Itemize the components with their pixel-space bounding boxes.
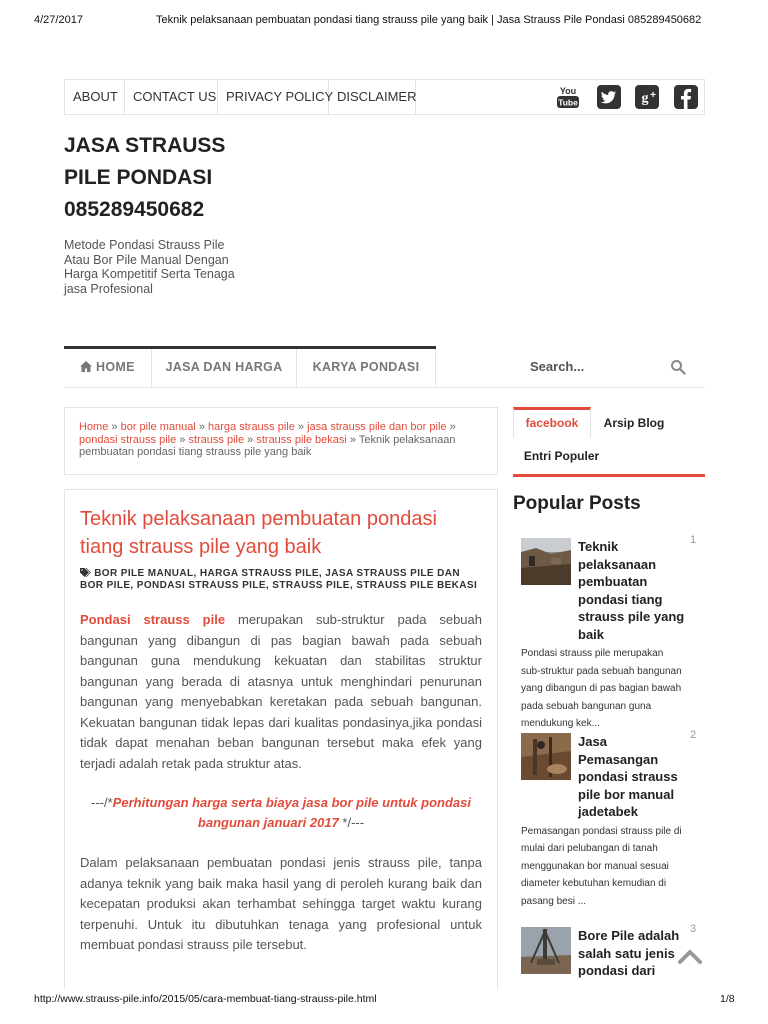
breadcrumb-home[interactable]: Home <box>79 421 109 433</box>
breadcrumb-jasa-strauss-pile[interactable]: jasa strauss pile dan bor pile <box>307 421 447 433</box>
top-nav <box>64 79 705 115</box>
breadcrumb-strauss-pile-bekasi[interactable]: strauss pile bekasi <box>256 433 347 446</box>
popular-post-2-thumbnail[interactable] <box>521 733 571 780</box>
popular-post-2-number: 2 <box>690 729 697 741</box>
promo-suffix: */--- <box>338 815 365 830</box>
tab-home-label: HOME <box>96 360 135 374</box>
twitter-icon[interactable] <box>596 84 622 110</box>
site-title[interactable]: JASA STRAUSS PILE PONDASI 085289450682 <box>64 134 226 221</box>
popular-post-3-thumbnail[interactable] <box>521 927 571 974</box>
tab-karya-pondasi[interactable]: KARYA PONDASI <box>297 349 436 388</box>
post-paragraph-1-text: merupakan sub-struktur pada sebuah bangunan yang dibangun di pas bagian bawah pada sebuah bangunan guna mendukung kekuatan dan stabilitas struktur bangunan yang berada di atasnya untuk menghindari penurunan bangunan yang menyebabkan keretakan pada sebuah bangunan. Kekuatan bangunan tidak lepas dari kualitas pondasinya,jika pondasi tidak dapat menahan beban bangunan tersebut maka efek yang terjadi adalah retak pada struktur atas. <box>80 612 482 771</box>
breadcrumb-current: Teknik pelaksanaan pembuatan pondasi tiang strauss pile yang baik <box>79 433 456 458</box>
chevron-up-icon[interactable] <box>678 948 702 964</box>
breadcrumb: Home » bor pile manual » harga strauss pile » jasa strauss pile dan bor pile » pondasi strauss pile » strauss pile » strauss pile bekasi » Teknik pelaksanaan pembuatan pondasi tiang strauss pile yang baik <box>64 407 498 475</box>
print-date: 4/27/2017 <box>34 14 83 26</box>
search-box <box>512 352 705 382</box>
facebook-icon[interactable] <box>673 84 699 110</box>
tab-jasa-dan-harga[interactable]: JASA DAN HARGA <box>152 349 297 388</box>
sidebar-tab-facebook[interactable]: facebook <box>513 407 591 438</box>
popular-post-2-snippet: Pemasangan pondasi strauss pile di mulai dari pelubangan di tanah menggunakan bor manual sesuai diameter kebutuhan kemudian di pasang besi ... <box>521 825 682 907</box>
breadcrumb-pondasi-strauss-pile[interactable]: pondasi strauss pile <box>79 433 177 446</box>
popular-post-3-title[interactable]: Bore Pile adalah salah satu jenis pondasi dari <box>578 928 680 978</box>
popular-post-1-number: 1 <box>690 534 697 546</box>
post-tags-list[interactable]: BOR PILE MANUAL, HARGA STRAUSS PILE, JASA STRAUSS PILE DAN BOR PILE, PONDASI STRAUSS PILE, STRAUSS PILE, STRAUSS PILE BEKASI <box>80 568 478 591</box>
popular-post-2-title[interactable]: Jasa Pemasangan pondasi strauss pile bor manual jadetabek <box>578 734 678 819</box>
google-plus-icon[interactable] <box>634 84 660 110</box>
post-paragraph-1 <box>80 610 482 774</box>
nav-privacy-policy[interactable]: PRIVACY POLICY <box>218 80 329 114</box>
tab-home[interactable] <box>64 349 152 388</box>
sidebar-tab-arsip-blog[interactable]: Arsip Blog <box>603 416 665 430</box>
popular-posts-heading: Popular Posts <box>513 493 641 514</box>
popular-post-1-title[interactable]: Teknik pelaksanaan pembuatan pondasi tiang strauss pile yang baik <box>578 539 685 642</box>
tag-icon <box>80 568 91 577</box>
post-title[interactable]: Teknik pelaksanaan pembuatan pondasi tiang strauss pile yang baik <box>80 508 437 558</box>
breadcrumb-strauss-pile[interactable]: strauss pile <box>188 433 245 446</box>
promo-link[interactable]: Perhitungan harga serta biaya jasa bor pile untuk pondasi bangunan januari 2017 <box>112 795 471 830</box>
search-input[interactable] <box>512 352 680 380</box>
popular-post-3-number: 3 <box>690 923 697 935</box>
svg-text:You: You <box>559 86 577 96</box>
post-lead-link[interactable]: Pondasi strauss pile <box>80 612 226 627</box>
promo-prefix: ---/* <box>91 795 113 810</box>
breadcrumb-harga-strauss-pile[interactable]: harga strauss pile <box>208 421 295 433</box>
site-description: Metode Pondasi Strauss Pile Atau Bor Pile Manual Dengan Harga Kompetitif Serta Tenaga jasa Profesional <box>64 238 235 296</box>
svg-text:g: g <box>641 91 649 106</box>
home-icon <box>80 361 92 372</box>
popular-post-3 <box>521 923 697 980</box>
post-tags <box>80 568 485 591</box>
print-title: Teknik pelaksanaan pembuatan pondasi tiang strauss pile yang baik | Jasa Strauss Pile Pondasi 085289450682 <box>156 14 702 26</box>
nav-disclaimer[interactable]: DISCLAIMER <box>329 80 416 114</box>
sidebar-tab-entri-populer[interactable]: Entri Populer <box>523 449 600 463</box>
youtube-icon[interactable] <box>555 84 581 110</box>
sidebar-tab-underline <box>513 474 705 477</box>
popular-post-1-snippet: Pondasi strauss pile merupakan sub-struktur pada sebuah bangunan yang dibangun di pas bagian bawah pada sebuah bangunan guna mendukung kek... <box>521 648 682 729</box>
main-nav <box>64 346 436 388</box>
popular-post-2 <box>521 729 697 910</box>
nav-about[interactable]: ABOUT <box>65 80 125 114</box>
svg-text:+: + <box>650 90 656 101</box>
svg-text:Tube: Tube <box>558 97 578 108</box>
popular-post-1-thumbnail[interactable] <box>521 538 571 585</box>
nav-contact-us[interactable]: CONTACT US <box>125 80 218 114</box>
print-url: http://www.strauss-pile.info/2015/05/cara-membuat-tiang-strauss-pile.html <box>34 993 377 1005</box>
nav-divider <box>64 387 705 388</box>
breadcrumb-bor-pile-manual[interactable]: bor pile manual <box>120 421 196 433</box>
search-icon[interactable] <box>670 359 686 375</box>
promo-line <box>80 793 482 833</box>
print-page-number: 1/8 <box>720 993 735 1005</box>
popular-post-1 <box>521 534 697 733</box>
post-paragraph-2: Dalam pelaksanaan pembuatan pondasi jenis strauss pile, tanpa adanya teknik yang baik maka hasil yang di peroleh kurang baik dan kecepatan produksi akan terhambat sehingga target waktu kurang terpenuhi. Untuk itu dibutuhkan tenaga yang profesional untuk membuat pondasi strauss pile tersebut. <box>80 855 482 952</box>
